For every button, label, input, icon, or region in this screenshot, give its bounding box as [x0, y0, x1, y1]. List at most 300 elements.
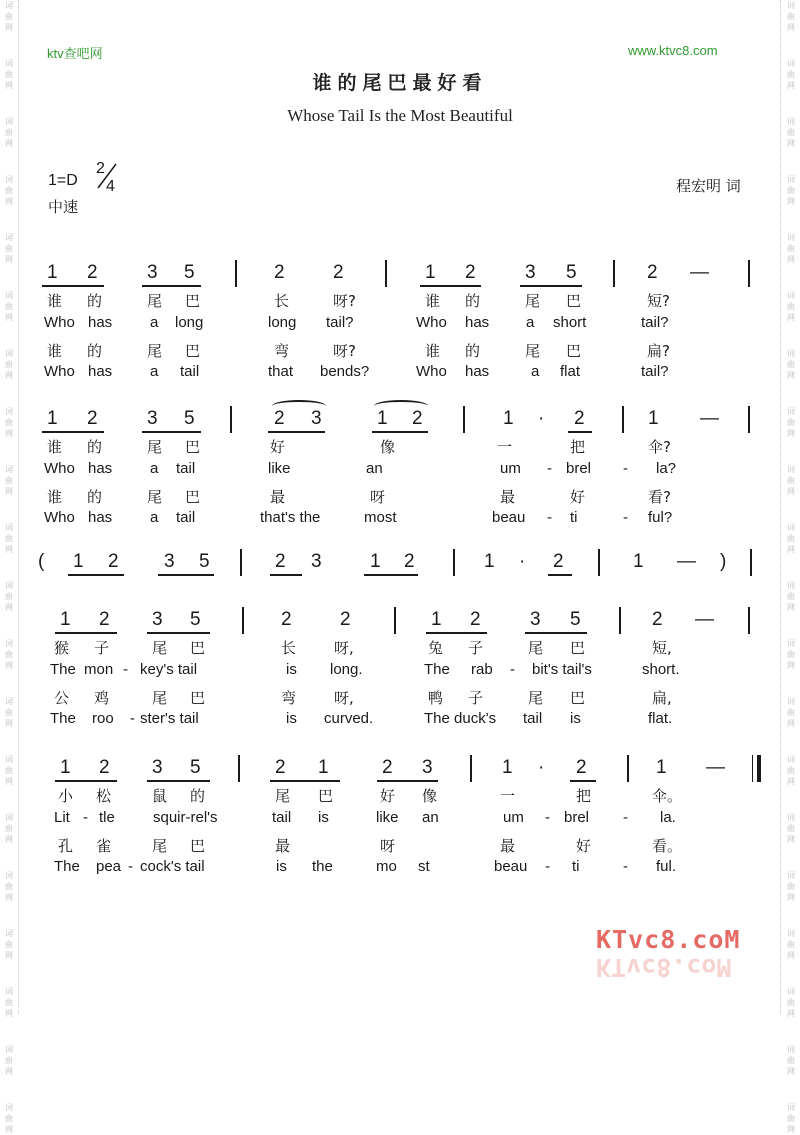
lyric-syllable: has — [465, 314, 490, 331]
lyric-syllable: 巴 — [566, 342, 582, 360]
margin-watermark-char: 网 — [787, 371, 795, 380]
margin-watermark-group — [784, 290, 798, 323]
margin-watermark-char: 网 — [5, 81, 13, 90]
bar-line — [750, 549, 752, 576]
lyric-syllable: 谁 — [47, 488, 63, 506]
margin-watermark-char: 词 — [5, 1103, 13, 1112]
left-margin-line — [18, 0, 20, 1014]
jianpu-note: 2 — [470, 609, 481, 630]
lyric-syllable: la? — [656, 460, 677, 477]
beam-underline — [568, 431, 592, 433]
jianpu-note: — — [677, 551, 696, 572]
lyric-syllable: Who — [44, 314, 75, 331]
margin-watermark-char: 曲 — [5, 476, 13, 485]
lyric-syllable: 尾 — [525, 292, 541, 310]
bar-line — [748, 607, 750, 634]
margin-watermark-char: 曲 — [787, 186, 795, 195]
lyric-syllable: 尾 — [152, 689, 168, 707]
lyric-syllable: a — [150, 509, 159, 526]
margin-watermark-char: 曲 — [5, 1114, 13, 1123]
lyric-syllable: 尾 — [147, 342, 163, 360]
tempo-marking: 中速 — [48, 198, 79, 216]
beam-underline — [520, 285, 582, 287]
lyric-syllable: a — [150, 460, 159, 477]
jianpu-note: 2 — [99, 757, 110, 778]
jianpu-note: 1 — [318, 757, 329, 778]
margin-watermark-group — [784, 1102, 798, 1135]
margin-watermark-char: 网 — [5, 545, 13, 554]
lyric-syllable: 把 — [570, 438, 586, 456]
lyric-syllable: 扁? — [647, 342, 670, 360]
margin-watermark-char: 曲 — [787, 244, 795, 253]
site-url[interactable]: www.ktvc8.com — [628, 43, 718, 58]
jianpu-note: ) — [720, 551, 727, 572]
lyric-syllable: short. — [642, 661, 680, 678]
lyric-syllable: 鸡 — [94, 689, 110, 707]
jianpu-note: 2 — [404, 551, 415, 572]
margin-watermark-char: 曲 — [787, 1114, 795, 1123]
margin-watermark-char: 曲 — [5, 940, 13, 949]
lyric-syllable: short — [553, 314, 587, 331]
margin-watermark-char: 曲 — [787, 940, 795, 949]
margin-watermark-char: 词 — [5, 465, 13, 474]
margin-watermark-char: 网 — [5, 313, 13, 322]
jianpu-note: 2 — [412, 408, 423, 429]
jianpu-note: 3 — [152, 757, 163, 778]
jianpu-note: 3 — [147, 408, 158, 429]
margin-watermark-char: 网 — [787, 429, 795, 438]
left-margin-watermark — [2, 0, 16, 1134]
jianpu-note: · — [538, 408, 545, 429]
margin-watermark-char: 网 — [787, 603, 795, 612]
margin-watermark-group — [784, 174, 798, 207]
jianpu-note: 3 — [147, 262, 158, 283]
lyric-syllable: a — [531, 363, 540, 380]
final-bar-thick — [757, 755, 761, 782]
margin-watermark-char: 词 — [5, 59, 13, 68]
margin-watermark-char: 曲 — [787, 998, 795, 1007]
jianpu-note: 2 — [382, 757, 393, 778]
jianpu-note: 3 — [525, 262, 536, 283]
lyric-syllable: pea — [96, 858, 122, 875]
beam-underline — [42, 285, 104, 287]
jianpu-note: 5 — [184, 262, 195, 283]
margin-watermark-char: 词 — [787, 697, 795, 706]
beam-underline — [570, 780, 596, 782]
margin-watermark-char: 曲 — [5, 70, 13, 79]
margin-watermark-char: 词 — [5, 1045, 13, 1054]
beam-underline — [420, 285, 481, 287]
margin-watermark-char: 曲 — [787, 360, 795, 369]
margin-watermark-char: 网 — [5, 23, 13, 32]
jianpu-note: 1 — [370, 551, 381, 572]
jianpu-note: 1 — [484, 551, 495, 572]
margin-watermark-char: 曲 — [787, 766, 795, 775]
jianpu-note: 2 — [333, 262, 344, 283]
margin-watermark-char: 曲 — [5, 766, 13, 775]
margin-watermark-char: 网 — [5, 371, 13, 380]
jianpu-note: 1 — [425, 262, 436, 283]
margin-watermark-char: 词 — [5, 987, 13, 996]
margin-watermark-char: 词 — [787, 117, 795, 126]
margin-watermark-char: 曲 — [787, 650, 795, 659]
margin-watermark-char: 网 — [787, 893, 795, 902]
lyric-syllable: 松 — [96, 787, 112, 805]
lyric-syllable: tail — [272, 809, 292, 826]
margin-watermark-char: 词 — [787, 175, 795, 184]
margin-watermark-char: 词 — [787, 1103, 795, 1112]
margin-watermark-char: 曲 — [5, 360, 13, 369]
lyric-syllable: 巴 — [570, 639, 586, 657]
lyric-syllable: tail — [176, 509, 196, 526]
margin-watermark-char: 词 — [5, 697, 13, 706]
lyric-syllable: ster's tail — [140, 710, 199, 727]
lyric-syllable: bit's tail's — [532, 661, 592, 678]
margin-watermark-group — [2, 754, 16, 787]
margin-watermark-group — [2, 1102, 16, 1135]
jianpu-note: · — [519, 551, 526, 572]
margin-watermark-char: 网 — [787, 835, 795, 844]
lyric-syllable: 谁 — [47, 438, 63, 456]
lyric-syllable: 子 — [94, 639, 110, 657]
lyric-syllable: 好 — [270, 438, 286, 456]
margin-watermark-char: 曲 — [787, 128, 795, 137]
margin-watermark-char: 网 — [5, 603, 13, 612]
jianpu-note: 3 — [530, 609, 541, 630]
lyric-syllable: 长 — [274, 292, 290, 310]
lyricist-credit: 程宏明 词 — [676, 177, 741, 195]
beam-underline — [270, 780, 340, 782]
lyric-syllable: 短, — [652, 639, 672, 657]
lyric-syllable: has — [88, 509, 113, 526]
beam-underline — [55, 632, 117, 634]
lyric-syllable: long. — [330, 661, 363, 678]
lyric-syllable: The — [50, 661, 76, 678]
margin-watermark-char: 词 — [5, 755, 13, 764]
lyric-syllable: 尾 — [147, 292, 163, 310]
beam-underline — [270, 574, 302, 576]
lyric-syllable: 尾 — [528, 689, 544, 707]
lyric-syllable: a — [150, 363, 159, 380]
margin-watermark-char: 网 — [5, 487, 13, 496]
lyric-syllable: ful. — [656, 858, 677, 875]
lyric-syllable: 最 — [275, 837, 291, 855]
margin-watermark-char: 网 — [787, 255, 795, 264]
lyric-syllable: 尾 — [152, 837, 168, 855]
jianpu-note: 1 — [47, 408, 58, 429]
margin-watermark-char: 网 — [5, 1009, 13, 1018]
margin-watermark-group — [2, 696, 16, 729]
margin-watermark-char: 网 — [5, 777, 13, 786]
lyric-syllable: tail? — [641, 363, 669, 380]
margin-watermark-char: 词 — [5, 581, 13, 590]
lyric-syllable: 巴 — [185, 438, 201, 456]
margin-watermark-group — [2, 522, 16, 555]
margin-watermark-group — [784, 696, 798, 729]
margin-watermark-char: 网 — [5, 951, 13, 960]
beam-underline — [158, 574, 214, 576]
song-title-chinese: 谁的尾巴最好看 — [312, 72, 488, 94]
lyric-syllable: 的 — [87, 342, 103, 360]
lyric-syllable: the — [312, 858, 333, 875]
bar-line — [385, 260, 387, 287]
jianpu-note: · — [538, 757, 545, 778]
lyric-syllable: 呀? — [333, 292, 356, 310]
margin-watermark-char: 曲 — [787, 1056, 795, 1065]
lyric-syllable: 的 — [87, 292, 103, 310]
jianpu-note: 3 — [164, 551, 175, 572]
lyric-syllable: 巴 — [566, 292, 582, 310]
lyric-syllable: 尾 — [147, 488, 163, 506]
lyric-syllable: like — [268, 460, 291, 477]
margin-watermark-group — [2, 986, 16, 1019]
margin-watermark-group — [2, 1044, 16, 1077]
margin-watermark-char: 网 — [5, 255, 13, 264]
jianpu-note: 1 — [648, 408, 659, 429]
margin-watermark-char: 曲 — [787, 824, 795, 833]
beam-underline — [68, 574, 124, 576]
bar-line — [627, 755, 629, 782]
margin-watermark-char: 网 — [5, 139, 13, 148]
lyric-syllable: 把 — [576, 787, 592, 805]
margin-watermark-char: 词 — [787, 755, 795, 764]
lyric-syllable: 巴 — [190, 837, 206, 855]
syllable-hyphen: - — [510, 661, 515, 678]
jianpu-note: 2 — [281, 609, 292, 630]
margin-watermark-char: 网 — [787, 719, 795, 728]
lyric-syllable: 一 — [497, 438, 513, 456]
jianpu-note: 3 — [152, 609, 163, 630]
lyric-syllable: 鼠 — [152, 787, 168, 805]
margin-watermark-char: 词 — [5, 117, 13, 126]
lyric-syllable: Who — [416, 363, 447, 380]
jianpu-note: 2 — [275, 757, 286, 778]
bar-line — [613, 260, 615, 287]
margin-watermark-group — [784, 464, 798, 497]
margin-watermark-group — [2, 870, 16, 903]
margin-watermark-group — [784, 406, 798, 439]
lyric-syllable: cock's tail — [140, 858, 205, 875]
margin-watermark-group — [784, 754, 798, 787]
lyric-syllable: tail? — [326, 314, 354, 331]
lyric-syllable: 一 — [500, 787, 516, 805]
bar-line — [235, 260, 237, 287]
lyric-syllable: rab — [471, 661, 493, 678]
jianpu-note: 2 — [647, 262, 658, 283]
margin-watermark-char: 网 — [5, 1067, 13, 1076]
lyric-syllable: has — [88, 363, 113, 380]
jianpu-note: 1 — [502, 757, 513, 778]
lyric-syllable: 呀, — [334, 639, 354, 657]
lyric-syllable: 子 — [468, 689, 484, 707]
lyric-syllable: 伞。 — [652, 787, 683, 805]
margin-watermark-group — [784, 232, 798, 265]
lyric-syllable: roo — [92, 710, 114, 727]
margin-watermark-char: 词 — [787, 349, 795, 358]
beam-underline — [548, 574, 572, 576]
beam-underline — [142, 285, 201, 287]
jianpu-note: 2 — [274, 408, 285, 429]
lyric-syllable: mon — [84, 661, 114, 678]
margin-watermark-char: 词 — [787, 987, 795, 996]
lyric-syllable: is — [570, 710, 581, 727]
lyric-syllable: tle — [99, 809, 115, 826]
lyric-syllable: curved. — [324, 710, 374, 727]
margin-watermark-char: 网 — [5, 893, 13, 902]
margin-watermark-char: 曲 — [5, 592, 13, 601]
margin-watermark-char: 词 — [787, 929, 795, 938]
lyric-syllable: a — [150, 314, 159, 331]
lyric-syllable: 最 — [270, 488, 286, 506]
margin-watermark-char: 词 — [5, 1, 13, 10]
margin-watermark-char: 词 — [787, 233, 795, 242]
margin-watermark-group — [2, 638, 16, 671]
margin-watermark-char: 曲 — [787, 12, 795, 21]
lyric-syllable: st — [418, 858, 430, 875]
margin-watermark-char: 曲 — [787, 418, 795, 427]
margin-watermark-char: 词 — [787, 465, 795, 474]
lyric-syllable: la. — [660, 809, 676, 826]
lyric-syllable: squir-rel's — [153, 809, 218, 826]
jianpu-note: 1 — [503, 408, 514, 429]
margin-watermark-char: 曲 — [5, 244, 13, 253]
jianpu-note: 5 — [570, 609, 581, 630]
margin-watermark-group — [784, 348, 798, 381]
margin-watermark-group — [2, 232, 16, 265]
lyric-syllable: that's the — [260, 509, 321, 526]
bar-line — [598, 549, 600, 576]
margin-watermark-char: 曲 — [5, 534, 13, 543]
jianpu-note: 2 — [574, 408, 585, 429]
margin-watermark-char: 词 — [5, 639, 13, 648]
lyric-syllable: Who — [416, 314, 447, 331]
site-name[interactable]: ktv查吧网 — [47, 46, 103, 61]
margin-watermark-char: 词 — [787, 871, 795, 880]
margin-watermark-group — [2, 348, 16, 381]
lyric-syllable: ful? — [648, 509, 673, 526]
lyric-syllable: has — [88, 314, 113, 331]
lyric-syllable: tail — [523, 710, 543, 727]
margin-watermark-group — [784, 870, 798, 903]
lyric-syllable: 看? — [648, 488, 671, 506]
margin-watermark-char: 曲 — [5, 882, 13, 891]
margin-watermark-char: 词 — [787, 523, 795, 532]
margin-watermark-char: 词 — [5, 349, 13, 358]
tie-arc — [374, 400, 428, 412]
margin-watermark-char: 网 — [787, 545, 795, 554]
margin-watermark-char: 网 — [787, 81, 795, 90]
margin-watermark-char: 网 — [5, 1125, 13, 1134]
lyric-syllable: 好 — [380, 787, 396, 805]
syllable-hyphen: - — [547, 460, 552, 477]
lyric-syllable: 巴 — [190, 639, 206, 657]
margin-watermark-char: 词 — [787, 59, 795, 68]
lyric-syllable: 尾 — [275, 787, 291, 805]
lyric-syllable: 扁, — [652, 689, 672, 707]
lyric-syllable: beau — [492, 509, 526, 526]
jianpu-note: 1 — [60, 757, 71, 778]
margin-watermark-char: 词 — [5, 813, 13, 822]
jianpu-note: 1 — [656, 757, 667, 778]
margin-watermark-char: 曲 — [787, 708, 795, 717]
margin-watermark-char: 曲 — [5, 1056, 13, 1065]
lyric-syllable: 巴 — [185, 292, 201, 310]
syllable-hyphen: - — [547, 509, 552, 526]
lyric-syllable: The duck's — [424, 710, 497, 727]
margin-watermark-char: 词 — [5, 407, 13, 416]
lyric-syllable: 呀 — [370, 488, 386, 506]
jianpu-note: — — [695, 609, 714, 630]
jianpu-note: 3 — [422, 757, 433, 778]
margin-watermark-char: 词 — [5, 291, 13, 300]
lyric-syllable: flat. — [648, 710, 673, 727]
tie-arc — [272, 400, 326, 412]
lyric-syllable: tail? — [641, 314, 669, 331]
syllable-hyphen: - — [623, 509, 628, 526]
margin-watermark-group — [2, 464, 16, 497]
jianpu-note: 5 — [190, 609, 201, 630]
lyric-syllable: 巴 — [185, 342, 201, 360]
lyric-syllable: 子 — [468, 639, 484, 657]
bar-line — [463, 406, 465, 433]
jianpu-note: 1 — [73, 551, 84, 572]
lyric-syllable: Who — [44, 509, 75, 526]
beam-underline — [426, 632, 487, 634]
margin-watermark-char: 词 — [787, 1045, 795, 1054]
jianpu-note: 3 — [311, 551, 322, 572]
key-signature: 1=D — [48, 172, 78, 189]
margin-watermark-char: 网 — [5, 661, 13, 670]
lyric-syllable: tail — [180, 363, 200, 380]
lyric-syllable: that — [268, 363, 294, 380]
lyric-syllable: 最 — [500, 837, 516, 855]
syllable-hyphen: - — [623, 809, 628, 826]
jianpu-note: 2 — [465, 262, 476, 283]
syllable-hyphen: - — [623, 858, 628, 875]
lyric-syllable: flat — [560, 363, 581, 380]
lyric-syllable: 孔 — [58, 837, 74, 855]
lyric-syllable: 的 — [465, 292, 481, 310]
beam-underline — [147, 780, 210, 782]
time-signature-numerator: 2 — [96, 160, 105, 177]
lyric-syllable: 好 — [570, 488, 586, 506]
margin-watermark-char: 曲 — [787, 534, 795, 543]
syllable-hyphen: - — [545, 809, 550, 826]
lyric-syllable: 巴 — [570, 689, 586, 707]
jianpu-note: 2 — [87, 262, 98, 283]
margin-watermark-char: 词 — [787, 1, 795, 10]
lyric-syllable: a — [526, 314, 535, 331]
jianpu-note: ( — [38, 551, 45, 572]
lyric-syllable: 伞? — [648, 438, 671, 456]
jianpu-note: 3 — [311, 408, 322, 429]
margin-watermark-group — [784, 522, 798, 555]
lyric-syllable: Who — [44, 363, 75, 380]
lyric-syllable: is — [286, 710, 297, 727]
margin-watermark-group — [2, 580, 16, 613]
syllable-hyphen: - — [128, 858, 133, 875]
margin-watermark-group — [784, 812, 798, 845]
watermark-reflection: KTvc8.coM — [596, 953, 732, 982]
jianpu-note: 2 — [275, 551, 286, 572]
beam-underline — [42, 431, 104, 433]
jianpu-note: 5 — [566, 262, 577, 283]
jianpu-note: — — [700, 408, 719, 429]
margin-watermark-char: 曲 — [5, 998, 13, 1007]
syllable-hyphen: - — [123, 661, 128, 678]
lyric-syllable: is — [286, 661, 297, 678]
syllable-hyphen: - — [83, 809, 88, 826]
